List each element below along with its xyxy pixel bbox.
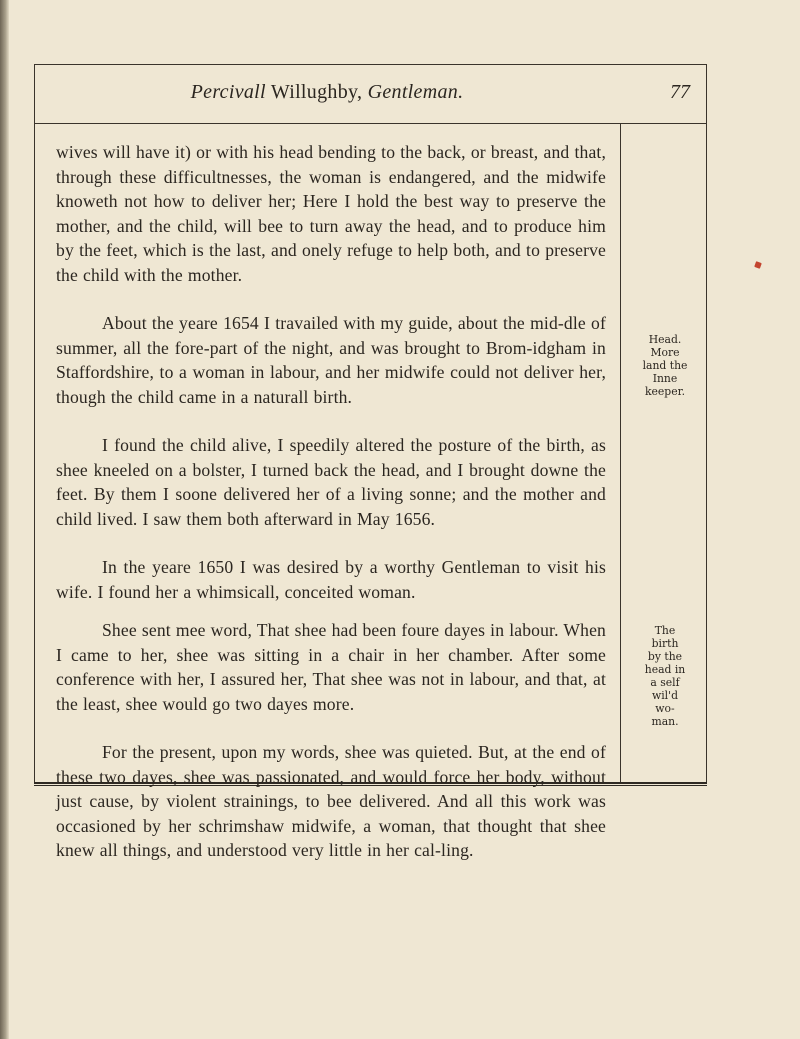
paragraph-6: For the present, upon my words, shee was quieted. But, at the end of these two dayes, shee was passionated, and would force her body, without just cause, by violent strainings, to bee delivered. And all this work was occasioned by her schrimshaw midwife, a woman, that thought that shee knew all things, and understood very little in her cal-ling. [56,742,606,860]
margin-stain [754,261,762,269]
margin-note-line: a self [650,676,680,689]
margin-note-line: land the [642,359,688,372]
margin-note-line: More [650,346,680,359]
paragraph-2: About the yeare 1654 I travailed with my guide, about the mid-dle of summer, all the fore-part of the night, and was brought to Brom-idgham in Staffordshire, to a woman in labour, and her midwife could not deliver her, though the child came in a naturall birth. [56,313,606,407]
running-title-rank: Gentleman. [367,81,464,103]
page-number: 77 [670,81,690,103]
book-spine-shadow [0,0,9,1039]
margin-note-line: The [654,624,676,637]
margin-note-line: keeper. [644,385,686,398]
margin-note-line: Head. [648,333,682,346]
paragraph-4: In the yeare 1650 I was desired by a worthy Gentleman to visit his wife. I found her a whimsicall, conceited woman. [56,557,606,602]
margin-note-birth [622,624,708,728]
margin-note-line: birth [651,637,679,650]
paragraph-3: I found the child alive, I speedily altered the posture of the birth, as shee kneeled on a bolster, I turned back the head, and I brought downe the feet. By them I soone delivered her of a living sonne; and the mother and child lived. I saw them both afterward in May 1656. [56,435,606,529]
running-title-name: Percivall [190,81,266,103]
margin-note-line: wo- [655,702,675,715]
margin-note-head [622,333,708,398]
margin-note-line: man. [651,715,679,728]
paragraph-5: Shee sent mee word, That shee had been foure dayes in labour. When I came to her, shee was sitting in a chair in her chamber. After some conference with her, I assured her, That shee was not in labour, and that, at the least, shee would go two dayes more. [56,620,606,714]
margin-note-line: wil'd [651,689,679,702]
header-rule [34,123,707,124]
running-title [34,81,620,104]
running-title-surname: Willughby, [270,81,363,103]
paragraph-1: wives will have it) or with his head bending to the back, or breast, and that, through these difficultnesses, the woman is endangered, and the midwife knoweth not how to deliver her; Here I hold the best way to preserve the mother, and the child, will bee to turn away the head, and to produce him by the feet, which is the last, and onely refuge to help both, and to preserve the child with the mother. [56,142,606,285]
margin-note-line: Inne [652,372,678,385]
margin-note-line: head in [644,663,686,676]
margin-note-line: by the [647,650,683,663]
margin-column-rule [620,124,621,784]
